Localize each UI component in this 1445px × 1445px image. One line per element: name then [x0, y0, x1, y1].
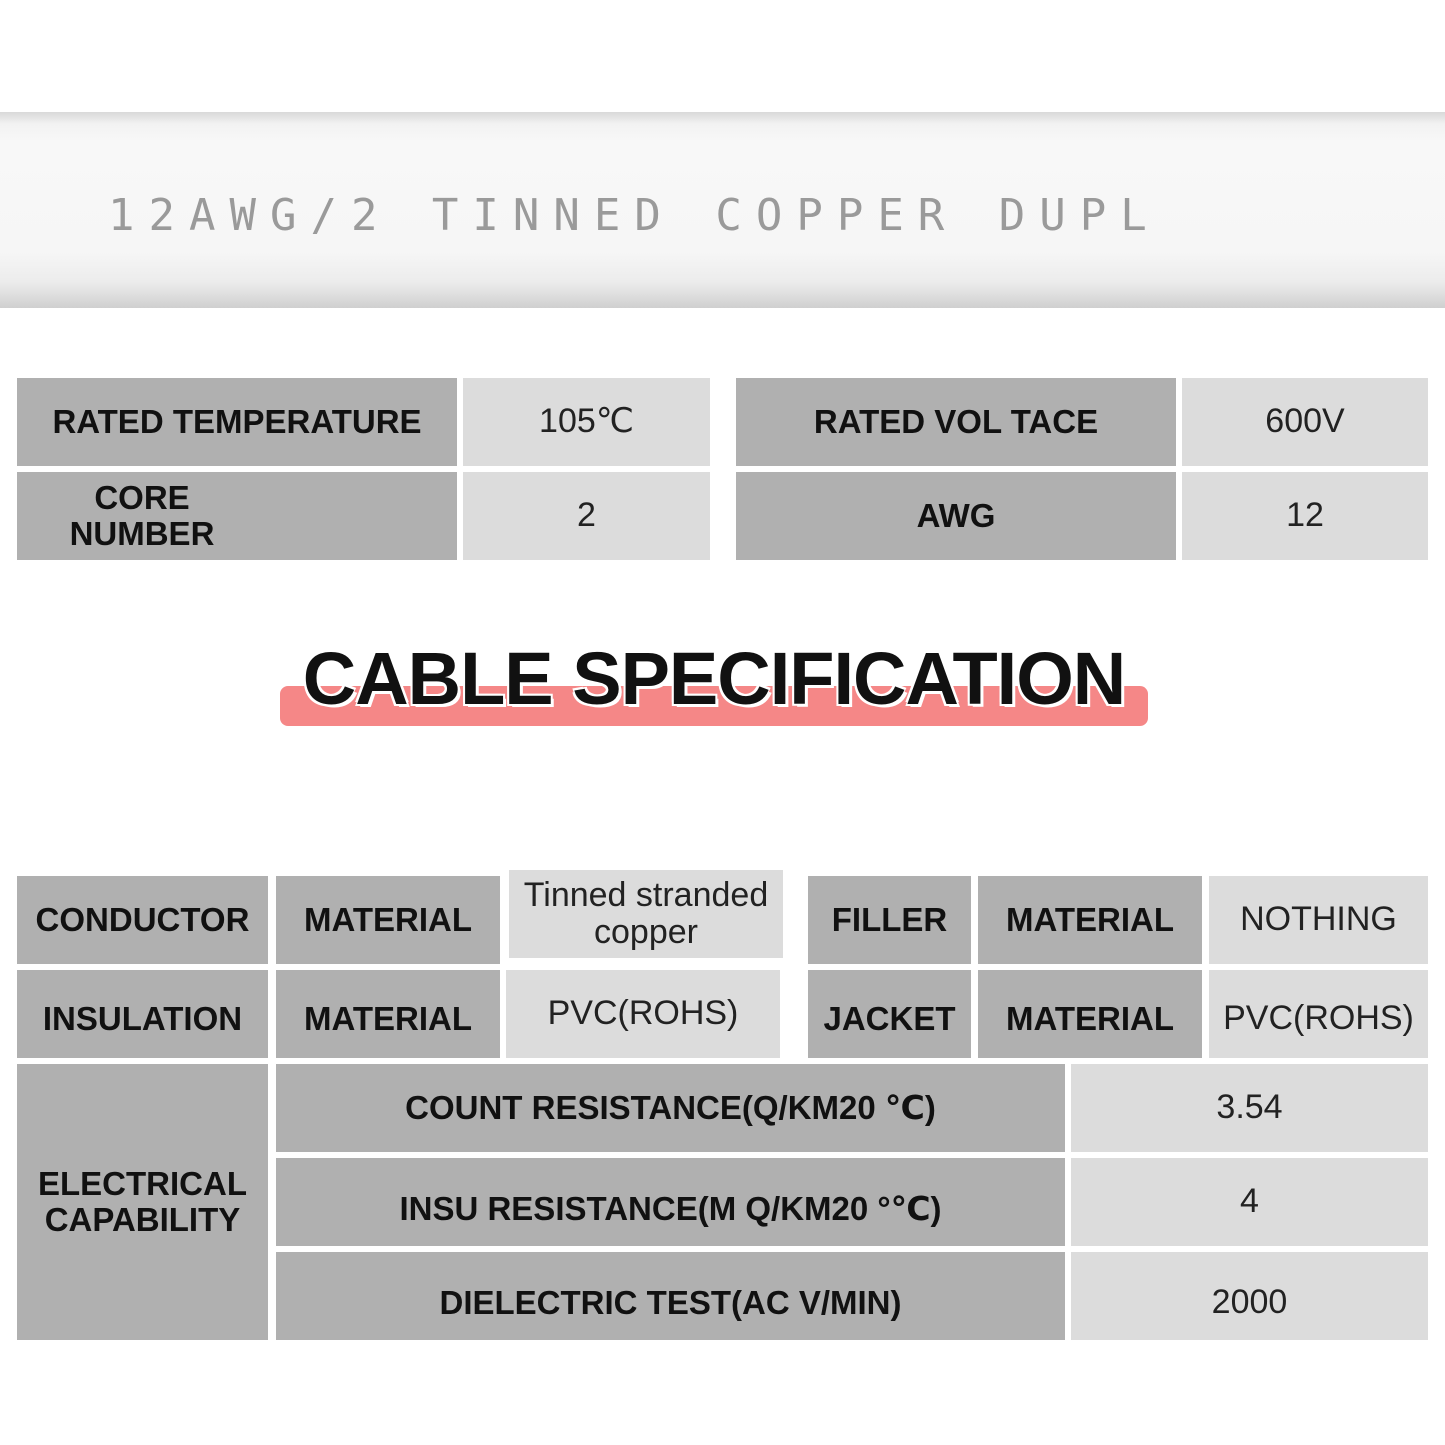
rated-voltage-value: 600V [1182, 378, 1428, 466]
dielectric-test-label: DIELECTRIC TEST(AC V/MIN) [276, 1252, 1065, 1340]
insulation-material-label: MATERIAL [276, 970, 500, 1058]
section-title [280, 636, 1148, 728]
count-resistance-value: 3.54 [1071, 1064, 1428, 1152]
title-text: CABLE SPECIFICATION [302, 637, 1126, 720]
insu-resistance-value: 4 [1071, 1158, 1428, 1246]
filler-label: FILLER [808, 876, 971, 964]
rated-voltage-label: RATED VOL TACE [736, 378, 1176, 466]
core-number-label: CORE NUMBER [17, 472, 457, 560]
rated-temperature-label: RATED TEMPERATURE [17, 378, 457, 466]
dielectric-test-value: 2000 [1071, 1252, 1428, 1340]
insulation-material-value: PVC(ROHS) [506, 970, 780, 1058]
filler-material-value: NOTHING [1209, 876, 1428, 964]
insu-resistance-label: INSU RESISTANCE(M Q/KM20 °℃) [276, 1158, 1065, 1246]
conductor-material-value: Tinned stranded copper [509, 870, 783, 958]
cable-image [0, 112, 1445, 308]
core-number-value: 2 [463, 472, 710, 560]
awg-value: 12 [1182, 472, 1428, 560]
jacket-material-value: PVC(ROHS) [1209, 970, 1428, 1058]
conductor-material-label: MATERIAL [276, 876, 500, 964]
electrical-capability-label: ELECTRICAL CAPABILITY [17, 1064, 268, 1340]
cable-print-text: 12AWG/2 TINNED COPPER DUPL [108, 190, 1161, 241]
jacket-material-label: MATERIAL [978, 970, 1202, 1058]
conductor-label: CONDUCTOR [17, 876, 268, 964]
count-resistance-label: COUNT RESISTANCE(Q/KM20 ℃) [276, 1064, 1065, 1152]
filler-material-label: MATERIAL [978, 876, 1202, 964]
awg-label: AWG [736, 472, 1176, 560]
jacket-label: JACKET [808, 970, 971, 1058]
insulation-label: INSULATION [17, 970, 268, 1058]
rated-temperature-value: 105℃ [463, 378, 710, 466]
